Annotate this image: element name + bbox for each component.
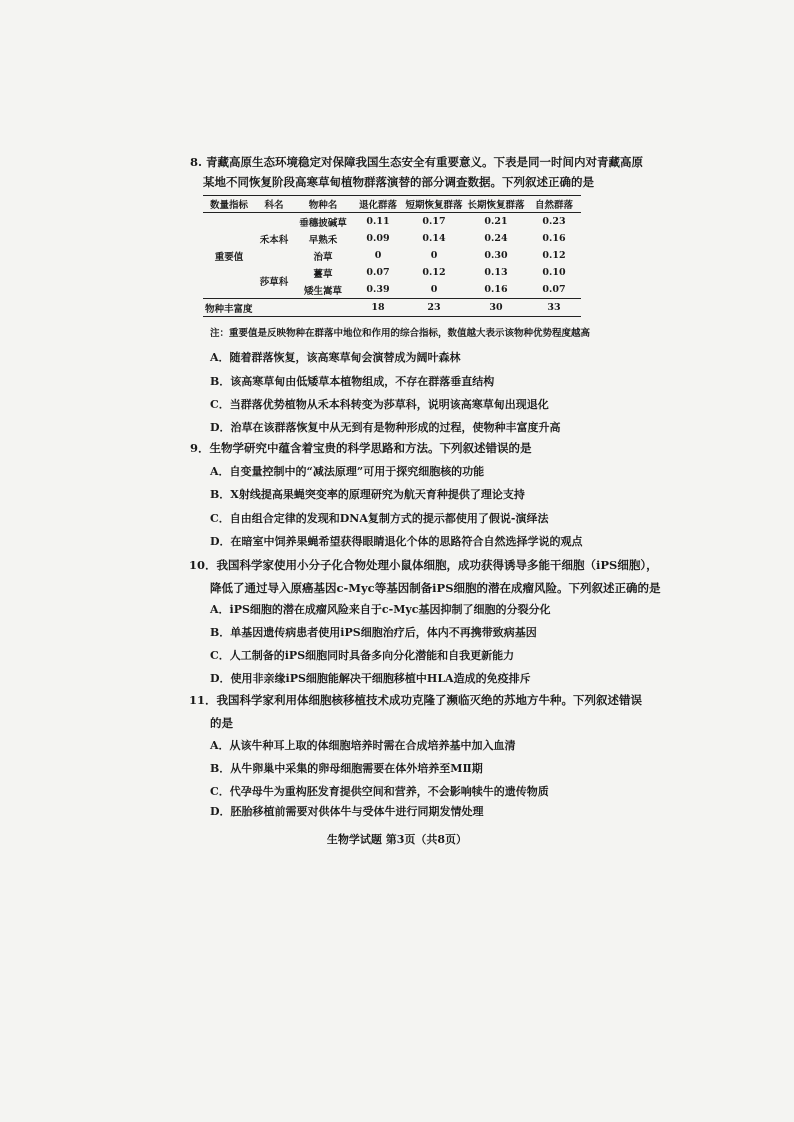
cell-value: 0.16 [542,233,566,244]
cell-value: 30 [465,299,527,317]
richness-label: 物种丰富度 [203,299,353,317]
cell-value: 0.07 [366,267,390,278]
q9-option-a: A．自变量控制中的“减法原理”可用于探究细胞核的功能 [210,465,485,478]
cell-value: 23 [403,299,465,317]
cell-value: 0.11 [366,216,390,227]
header-natural: 自然群落 [527,196,581,213]
q10-option-d: D．使用非亲缘iPS细胞能解决干细胞移植中HLA造成的免疫排斥 [210,672,531,685]
cell-value: 0.12 [422,267,446,278]
q8-stem-line1: 8. 青藏高原生态环境稳定对保障我国生态安全有重要意义。下表是同一时间内对青藏高原 [190,155,644,169]
cell-value: 0.07 [542,284,566,295]
q8-option-d: D．治草在该群落恢复中从无到有是物种形成的过程，使物种丰富度升高 [210,421,561,434]
q8-option-c: C．当群落优势植物从禾本科转变为莎草科，说明该高寒草甸出现退化 [210,398,549,411]
table-row [203,213,581,231]
cell-value: 0.16 [484,284,508,295]
cell-value: 0.13 [484,267,508,278]
q10-stem-line1: 10．我国科学家使用小分子化合物处理小鼠体细胞，成功获得诱导多能干细胞（iPS细胞）， [189,558,658,572]
header-degraded: 退化群落 [353,196,403,213]
q10-option-c: C．人工制备的iPS细胞同时具备多向分化潜能和自我更新能力 [210,649,515,662]
cell-value: 0.14 [422,233,446,244]
species-name: 矮生嵩草 [303,285,342,297]
table-note: 注：重要值是反映物种在群落中地位和作用的综合指标，数值越大表示该物种优势程度越高 [210,328,591,339]
cell-value: 0 [430,284,438,295]
q9-option-b: B．X射线提高果蝇突变率的原理研究为航天育种提供了理论支持 [210,488,525,501]
cell-value: 0.09 [366,233,390,244]
q8-stem-line2: 某地不同恢复阶段高寒草甸植物群落演替的部分调查数据。下列叙述正确的是 [203,175,594,189]
q9-stem: 9．生物学研究中蕴含着宝贵的科学思路和方法。下列叙述错误的是 [190,441,532,455]
family-grass: 禾本科 [259,234,289,246]
family-sedge: 莎草科 [259,277,289,288]
indicator-label: 重要值 [214,251,244,263]
page-footer: 生物学试题 第3页（共8页） [326,833,468,846]
cell-value: 0.24 [484,233,508,244]
cell-value: 0.12 [542,250,566,261]
cell-value: 0.17 [422,216,446,227]
header-indicator: 数量指标 [203,196,255,213]
cell-value: 18 [353,299,403,317]
header-species: 物种名 [293,196,353,213]
cell-value: 0.23 [542,216,566,227]
survey-table [203,195,581,317]
table-header-row [203,196,581,213]
q11-option-a: A．从该牛种耳上取的体细胞培养时需在合成培养基中加入血清 [210,739,516,752]
q8-option-b: B．该高寒草甸由低矮草本植物组成，不存在群落垂直结构 [210,375,495,388]
q9-option-d: D．在暗室中饲养果蝇希望获得眼睛退化个体的思路符合自然选择学说的观点 [210,535,583,548]
q11-option-d: D．胚胎移植前需要对供体牛与受体牛进行同期发情处理 [210,805,484,818]
species-name: 治草 [313,251,333,263]
cell-value: 33 [527,299,581,317]
cell-value: 0.30 [484,250,508,261]
q11-stem-line1: 11．我国科学家利用体细胞核移植技术成功克隆了濒临灭绝的苏地方牛种。下列叙述错误 [189,693,642,707]
q10-option-a: A．iPS细胞的潜在成瘤风险来自于c-Myc基因抑制了细胞的分裂分化 [210,603,551,616]
q10-stem-line2: 降低了通过导入原癌基因c-Myc等基因制备iPS细胞的潜在成瘤风险。下列叙述正确的是 [210,581,661,595]
table-row-richness [203,299,581,317]
q11-stem-line2: 的是 [210,716,233,730]
cell-value: 0 [430,250,438,261]
q11-option-b: B．从牛卵巢中采集的卵母细胞需要在体外培养至MⅡ期 [210,762,483,775]
species-name: 垂穗披碱草 [299,217,347,229]
table-row [203,264,581,281]
q8-option-a: A．随着群落恢复，该高寒草甸会演替成为阔叶森林 [210,351,461,364]
q10-option-b: B．单基因遗传病患者使用iPS细胞治疗后，体内不再携带致病基因 [210,626,537,639]
cell-value: 0.10 [542,267,566,278]
header-long-term: 长期恢复群落 [465,196,527,213]
species-name: 早熟禾 [308,234,338,246]
header-short-term: 短期恢复群落 [403,196,465,213]
header-family: 科名 [255,196,293,213]
q9-option-c: C．自由组合定律的发现和DNA复制方式的提示都使用了假说-演绎法 [210,512,549,525]
cell-value: 0.21 [484,216,508,227]
q11-option-c: C．代孕母牛为重构胚发育提供空间和营养，不会影响犊牛的遗传物质 [210,785,549,798]
cell-value: 0.39 [366,284,390,295]
species-name: 薹草 [313,268,333,280]
cell-value: 0 [374,250,382,261]
